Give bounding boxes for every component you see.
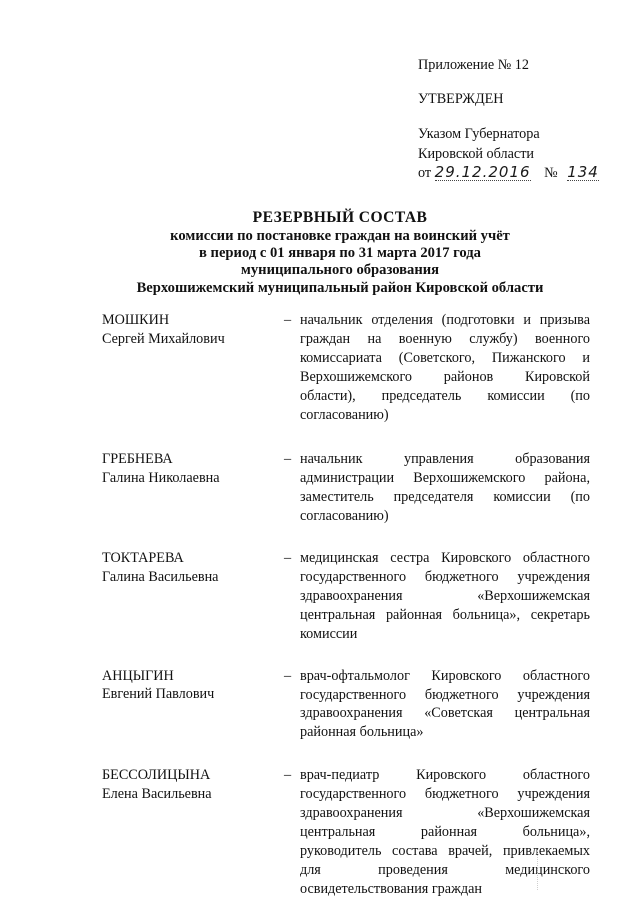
dash-separator: –: [284, 667, 292, 684]
title-line-4: Верхошижемский муниципальный район Кировской области: [136, 279, 544, 296]
member-surname: АНЦЫГИН: [102, 667, 174, 684]
member-role: врач-офтальмолог Кировского областного государственного бюджетного учреждения здравоохранения «Советская центральная районная больница»: [300, 667, 590, 741]
member-item: [102, 667, 590, 743]
scan-artifact: [537, 850, 540, 890]
appendix-number: Приложение № 12: [418, 57, 529, 73]
title-main: РЕЗЕРВНЫЙ СОСТАВ: [252, 209, 428, 226]
title-line-3: муниципального образования: [240, 262, 440, 279]
member-given-name: Елена Васильевна: [102, 786, 212, 803]
approved-label: УТВЕРЖДЕН: [418, 90, 504, 107]
member-given-name: Евгений Павлович: [102, 686, 215, 703]
approval-block: [418, 56, 628, 184]
dash-separator: –: [284, 767, 292, 784]
handwritten-date: 29.12.2016: [434, 163, 531, 182]
member-item: [102, 549, 590, 644]
member-name: [102, 311, 272, 349]
title-line-1: комиссии по постановке граждан на воинский учёт: [170, 227, 510, 244]
handwritten-number: 134: [567, 163, 599, 182]
member-name: [102, 766, 272, 804]
decree-line-2: Кировской области: [418, 145, 534, 162]
member-item: [102, 311, 590, 424]
member-given-name: Галина Николаевна: [102, 470, 220, 487]
dash-separator: –: [284, 451, 292, 468]
from-label: от: [418, 165, 432, 182]
decree-line-1: Указом Губернатора: [418, 126, 540, 143]
member-given-name: Сергей Михайлович: [102, 330, 225, 347]
member-surname: МОШКИН: [102, 312, 170, 328]
dash-separator: –: [284, 312, 292, 328]
document-title: [60, 208, 620, 297]
member-role: врач-педиатр Кировского областного государственного бюджетного учреждения здравоохранения «Верхошижемская центральная районная больница», руководитель состава врачей, привлекаемых для проведения медицинского освидетельствования граждан: [300, 767, 590, 897]
dash-separator: –: [284, 550, 292, 567]
member-role: начальник управления образования администрации Верхошижемского района, заместитель председателя комиссии (по согласованию): [300, 451, 590, 525]
member-item: [102, 450, 590, 526]
member-surname: БЕССОЛИЦЫНА: [102, 767, 211, 784]
number-label: №: [544, 165, 558, 182]
title-line-2: в период с 01 января по 31 марта 2017 года: [199, 245, 481, 261]
member-surname: ТОКТАРЕВА: [102, 550, 184, 567]
member-name: [102, 549, 272, 587]
decree-date-number: [418, 164, 628, 184]
member-role: начальник отделения (подготовки и призыва граждан на военную службу) военного комиссариата (Советского, Пижанского и Верхошижемского районов Кировской области), председатель комиссии (по согласованию): [300, 312, 590, 423]
member-surname: ГРЕБНЕВА: [102, 451, 173, 468]
member-role: медицинская сестра Кировского областного государственного бюджетного учреждения здравоохранения «Верхошижемская центральная районная больница», секретарь комиссии: [300, 550, 590, 642]
member-name: [102, 450, 272, 488]
member-name: [102, 667, 272, 705]
member-item: [102, 766, 590, 898]
member-given-name: Галина Васильевна: [102, 568, 219, 585]
members-list: [102, 311, 590, 899]
